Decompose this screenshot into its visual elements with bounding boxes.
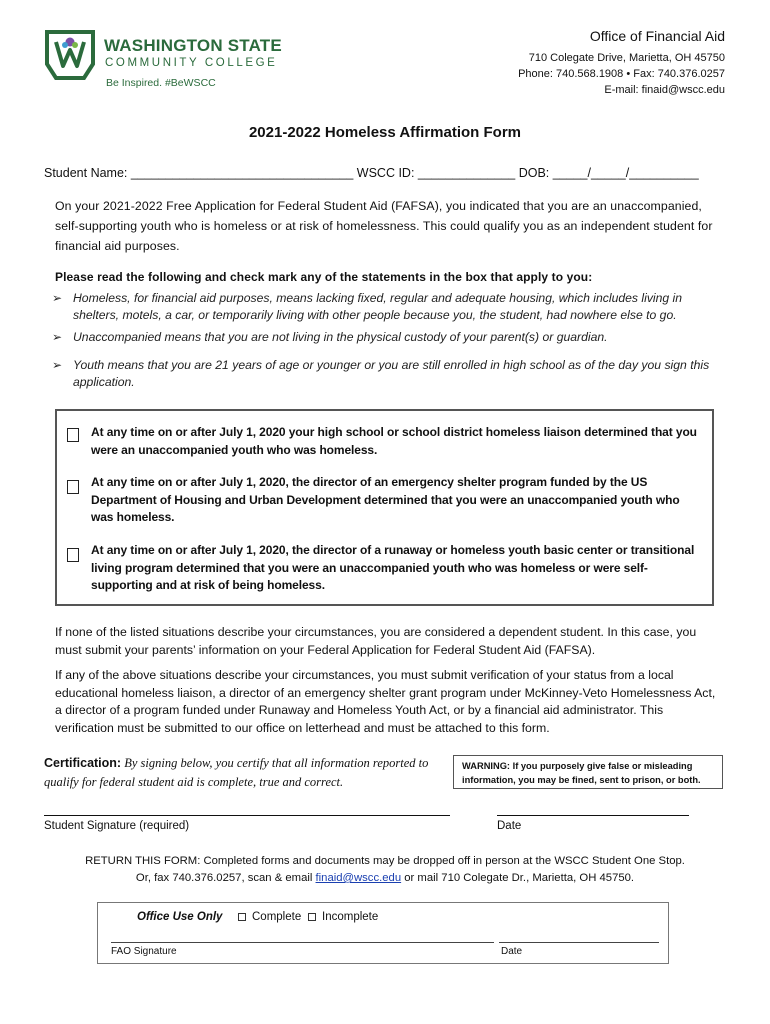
statement-2-checkbox[interactable]	[67, 480, 79, 494]
instruction-text: Please read the following and check mark any of the statements in the box that apply to you:	[55, 270, 593, 284]
fao-date-label: Date	[501, 946, 523, 957]
warning-box: WARNING: If you purposely give false or misleading information, you may be fined, sent to prison, or both.	[453, 755, 723, 789]
fao-signature-line[interactable]	[111, 942, 494, 943]
signature-date-line[interactable]	[497, 815, 689, 816]
office-title: Office of Financial Aid	[589, 28, 725, 44]
page-title: 2021-2022 Homeless Affirmation Form	[248, 124, 522, 141]
definition-bullet-unaccompanied: ➢ Unaccompanied means that you are not living in the physical custody of your parent(s) or guardian.	[52, 330, 608, 344]
statement-1-checkbox[interactable]	[67, 428, 79, 442]
office-phone-fax: Phone: 740.568.1908 • Fax: 740.376.0257	[518, 68, 725, 80]
student-info-line[interactable]: Student Name: ________________________________ WSCC ID: ______________ DOB: _____/_____/__________	[44, 166, 699, 180]
intro-paragraph: On your 2021-2022 Free Application for Federal Student Aid (FAFSA), you indicated that you are an unaccompanied, self-supporting youth who is homeless or at risk of homelessness. This could qualify you as an independent student for financial aid purposes.	[55, 199, 713, 253]
student-signature-line[interactable]	[44, 815, 450, 816]
arrow-bullet-icon: ➢	[52, 330, 63, 344]
arrow-bullet-icon: ➢	[52, 291, 63, 305]
office-address: 710 Colegate Drive, Marietta, OH 45750	[528, 52, 725, 64]
return-instructions-line1: RETURN THIS FORM: Completed forms and documents may be dropped off in person at the WSCC Student One Stop.	[85, 855, 685, 867]
student-signature-label: Student Signature (required)	[44, 820, 190, 832]
definition-bullet-homeless: ➢ Homeless, for financial aid purposes, means lacking fixed, regular and adequate housing, which includes living in shelters, motels, a car, or temporarily living with other people because you, the student, had nowhere else to go.	[52, 291, 683, 322]
return-instructions-line2: Or, fax 740.376.0257, scan & email finaid@wscc.edu or mail 710 Colegate Dr., Marietta, OH 45750.	[135, 872, 635, 884]
arrow-bullet-icon: ➢	[52, 358, 63, 372]
logo-tagline: Be Inspired. #BeWSCC	[106, 77, 216, 89]
dependent-student-paragraph: If none of the listed situations describe your circumstances, you are considered a dependent student. In this case, you must submit your parents’ information on your Federal Application for Federal Student Aid (FAFSA).	[55, 625, 697, 657]
statement-2-text: At any time on or after July 1, 2020, the director of an emergency shelter program funded by the US Department of Housing and Urban Development determined that you were an unaccompanied youth who was homeless.	[91, 475, 680, 524]
certification-statement: Certification: By signing below, you certify that all information reported to qualify for federal student aid is complete, true and correct.	[44, 756, 429, 789]
incomplete-checkbox[interactable]	[308, 913, 316, 921]
statement-1-text: At any time on or after July 1, 2020 your high school or school district homeless liaison determined that you were an unaccompanied youth who was homeless.	[91, 425, 697, 457]
finaid-email-link[interactable]: finaid@wscc.edu	[315, 872, 402, 884]
complete-option[interactable]: Complete	[238, 911, 301, 923]
college-logo-mark-icon	[44, 28, 96, 82]
fao-date-line[interactable]	[499, 942, 659, 943]
complete-checkbox[interactable]	[238, 913, 246, 921]
statement-3-text: At any time on or after July 1, 2020, the director of a runaway or homeless youth basic center or transitional living program determined that you were an unaccompanied youth who was homeless or were self-supporting and at risk of being homeless.	[91, 543, 695, 592]
definition-bullet-youth: ➢ Youth means that you are 21 years of age or younger or you are still enrolled in high school as of the day you sign this application.	[52, 358, 710, 389]
fao-signature-label: FAO Signature	[111, 946, 177, 957]
office-use-title: Office Use Only	[137, 911, 223, 923]
office-info	[518, 28, 725, 98]
office-email: E-mail: finaid@wscc.edu	[604, 84, 725, 96]
logo-name: WASHINGTON STATE	[104, 36, 282, 55]
incomplete-option[interactable]: Incomplete	[308, 911, 378, 923]
signature-date-label: Date	[497, 820, 522, 832]
logo-subtitle: COMMUNITY COLLEGE	[105, 57, 278, 69]
verification-paragraph: If any of the above situations describe your circumstances, you must submit verification of your status from a local educational homeless liaison, a director of an emergency shelter grant program under McKinney-Veto Homelessness Act, a director of a program funded under Runaway and Homeless Youth Act, or by a financial aid administrator. This verification must be submitted to our office on letterhead and must be attached to this form.	[55, 668, 716, 735]
statement-3-checkbox[interactable]	[67, 548, 79, 562]
